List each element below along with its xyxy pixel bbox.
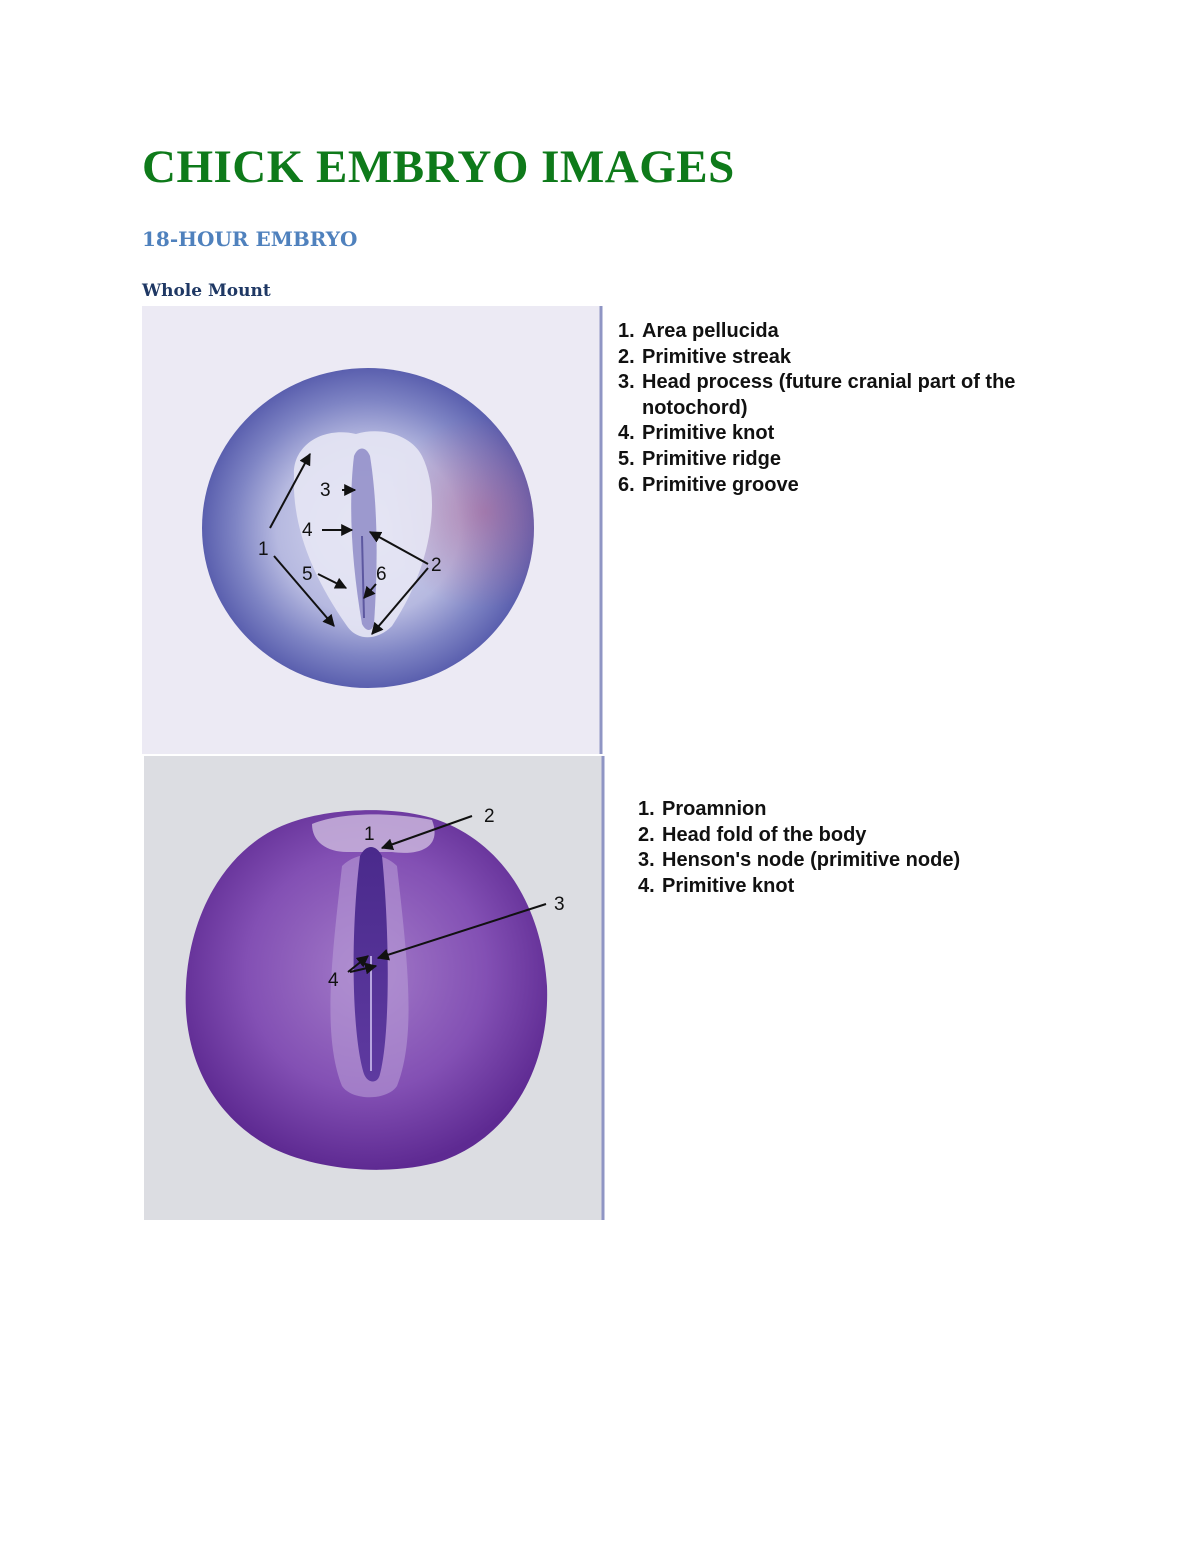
callout-label-2: 2 xyxy=(484,806,495,827)
sub-heading: Whole Mount xyxy=(142,281,271,301)
callout-label-3: 3 xyxy=(554,894,565,915)
figure1-legend xyxy=(618,319,1022,498)
callout-label-4: 4 xyxy=(302,520,313,541)
callout-label-6: 6 xyxy=(376,564,387,585)
figure-18-hour-embryo xyxy=(142,306,1142,754)
callout-label-5: 5 xyxy=(302,564,313,585)
legend-item: 4. Primitive knot xyxy=(618,422,775,445)
legend-item: 5. Primitive ridge xyxy=(618,447,781,470)
section-heading: 18-HOUR EMBRYO xyxy=(142,227,358,251)
embryo-micrograph-1 xyxy=(142,306,607,754)
callout-label-1: 1 xyxy=(364,824,375,845)
callout-label-2: 2 xyxy=(431,555,442,576)
legend-item: 2. Primitive streak xyxy=(618,345,791,368)
legend-item: 1. Proamnion xyxy=(638,798,767,820)
callout-label-3: 3 xyxy=(320,480,331,501)
legend-item: 6. Primitive groove xyxy=(618,473,799,496)
legend-item: 4. Primitive knot xyxy=(638,874,795,897)
legend-item: 3. Henson's node (primitive node) xyxy=(638,849,961,872)
callout-label-1: 1 xyxy=(258,539,269,560)
document-title: CHICK EMBRYO IMAGES xyxy=(142,141,735,193)
callout-label-4: 4 xyxy=(328,970,339,991)
figure-18-hour-embryo-2 xyxy=(142,756,1142,1220)
legend-item: 2. Head fold of the body xyxy=(638,823,867,846)
figure2-legend xyxy=(638,797,1042,899)
legend-item: 3. Head process (future cranial part of the notochord) xyxy=(618,371,1016,419)
embryo-micrograph-2 xyxy=(142,756,607,1220)
legend-item: 1. Area pellucida xyxy=(618,320,779,342)
